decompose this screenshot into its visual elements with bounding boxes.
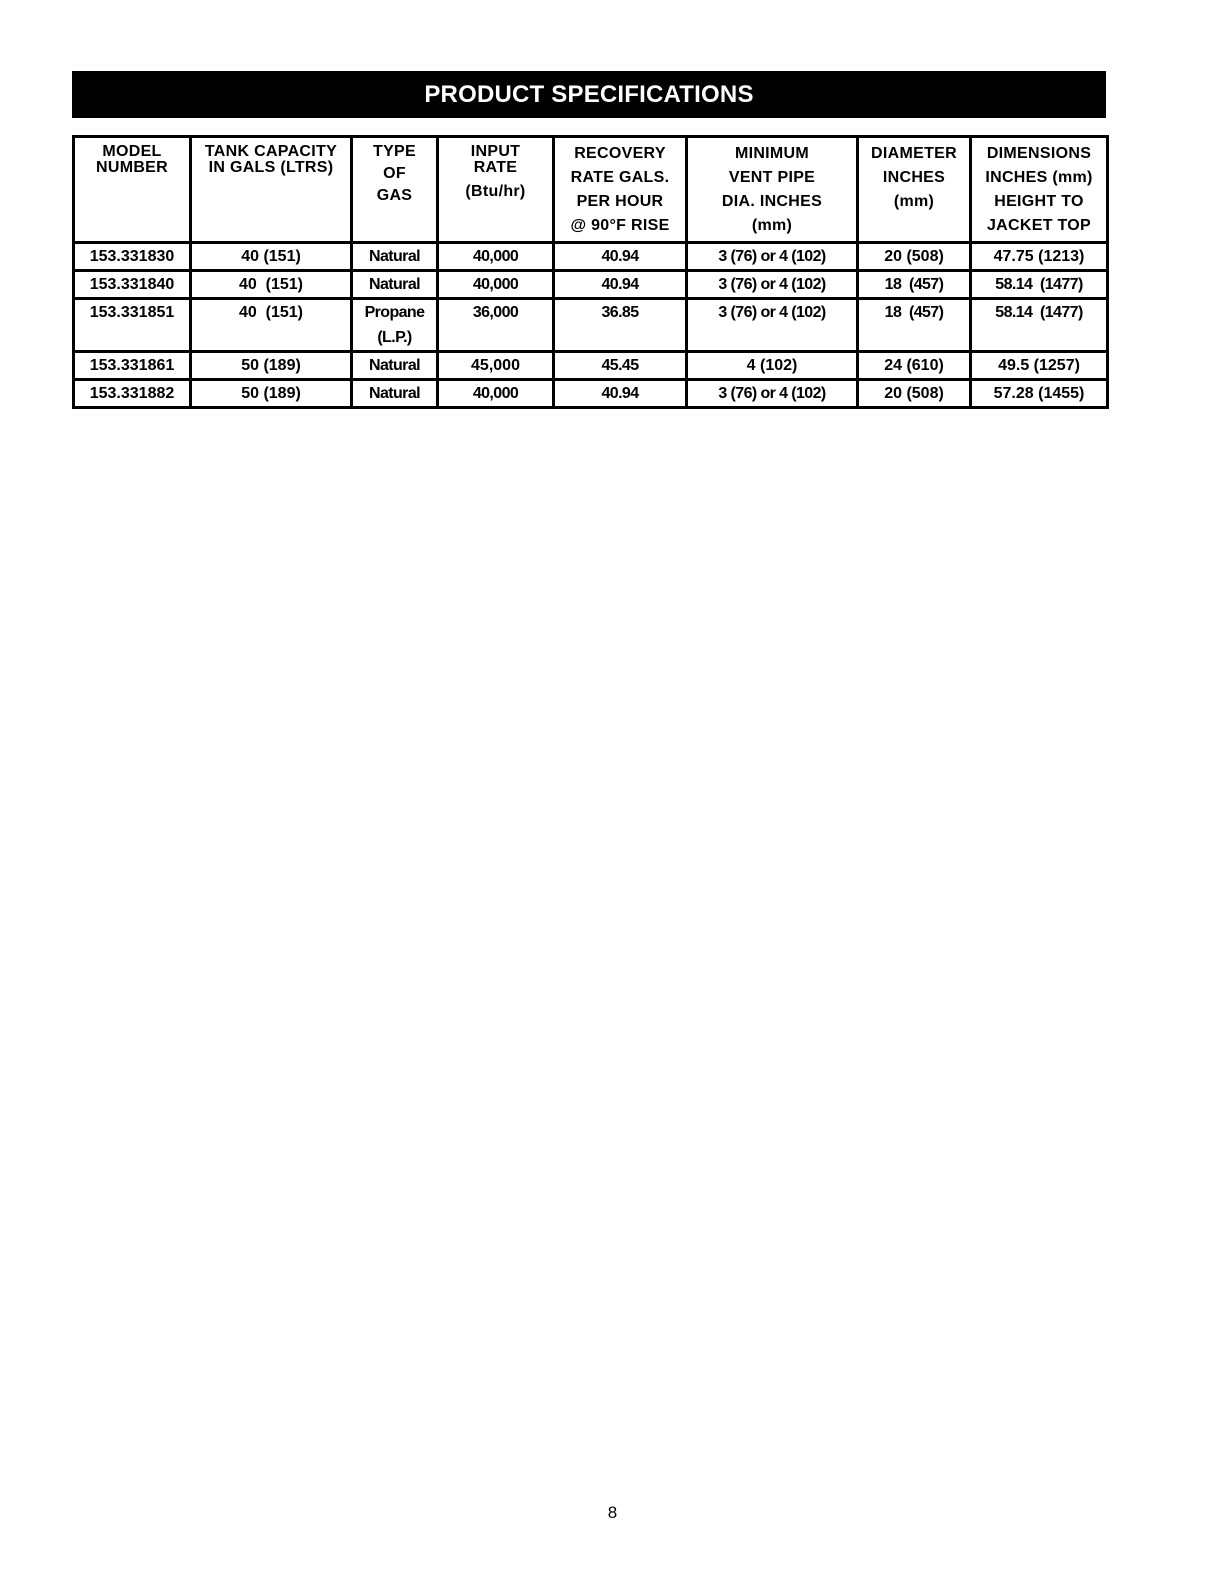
header-dimensions	[971, 137, 1108, 243]
header-line: TANK CAPACITY	[204, 143, 338, 160]
cell-dimensions: 57.28 (1455)	[971, 380, 1108, 408]
cell-model-number: 153.331851	[74, 299, 191, 352]
cell-vent-pipe: 3 (76) or 4 (102)	[687, 380, 858, 408]
table-row	[74, 243, 1108, 271]
cell-diameter: 18 (457)	[858, 299, 971, 352]
cell-dimensions: 58.14 (1477)	[971, 271, 1108, 299]
cell-vent-pipe: 4 (102)	[687, 352, 858, 380]
cell-vent-pipe: 3 (76) or 4 (102)	[687, 271, 858, 299]
table-row	[74, 271, 1108, 299]
header-line: MINIMUM	[734, 145, 810, 162]
cell-recovery-rate: 40.94	[554, 271, 687, 299]
header-line: DIA. INCHES	[721, 193, 823, 210]
cell-tank-capacity: 40 (151)	[191, 299, 352, 352]
cell-gas-type: Natural	[352, 352, 438, 380]
header-line: DIMENSIONS	[986, 145, 1092, 162]
table-header-row	[74, 137, 1108, 243]
cell-tank-capacity: 50 (189)	[191, 352, 352, 380]
cell-input-rate: 40,000	[438, 380, 554, 408]
page-title: PRODUCT SPECIFICATIONS	[72, 71, 1106, 118]
cell-dimensions: 49.5 (1257)	[971, 352, 1108, 380]
header-line: OF	[383, 165, 406, 182]
header-minimum-vent-pipe	[687, 137, 858, 243]
product-specifications-table	[72, 135, 1109, 409]
header-line: VENT PIPE	[728, 169, 816, 186]
cell-tank-capacity: 50 (189)	[191, 380, 352, 408]
header-type-of-gas	[352, 137, 438, 243]
header-line: MODEL	[102, 143, 162, 160]
cell-input-rate: 40,000	[438, 271, 554, 299]
header-line: (mm)	[893, 193, 935, 210]
cell-diameter: 20 (508)	[858, 380, 971, 408]
header-line: RATE	[473, 159, 518, 176]
header-line: TYPE	[373, 143, 416, 160]
header-recovery-rate	[554, 137, 687, 243]
cell-dimensions: 58.14 (1477)	[971, 299, 1108, 352]
cell-gas-type: Natural	[352, 243, 438, 271]
header-tank-capacity	[191, 137, 352, 243]
cell-model-number: 153.331830	[74, 243, 191, 271]
cell-gas-type	[352, 299, 438, 352]
cell-vent-pipe: 3 (76) or 4 (102)	[687, 299, 858, 352]
header-model-number	[74, 137, 191, 243]
cell-model-number: 153.331861	[74, 352, 191, 380]
header-line: (mm)	[751, 217, 793, 234]
header-line: IN GALS (LTRS)	[208, 159, 334, 176]
header-input-rate	[438, 137, 554, 243]
header-line: INCHES (mm)	[985, 169, 1093, 186]
header-line: (Btu/hr)	[465, 183, 526, 200]
cell-vent-pipe: 3 (76) or 4 (102)	[687, 243, 858, 271]
cell-dimensions: 47.75 (1213)	[971, 243, 1108, 271]
cell-gas-type: Natural	[352, 380, 438, 408]
header-line: PER HOUR	[576, 193, 664, 210]
cell-recovery-rate: 40.94	[554, 243, 687, 271]
header-line: INCHES	[882, 169, 946, 186]
header-line: NUMBER	[95, 159, 169, 176]
cell-recovery-rate: 40.94	[554, 380, 687, 408]
header-line: RATE GALS.	[570, 169, 670, 186]
cell-recovery-rate: 36.85	[554, 299, 687, 352]
cell-model-number: 153.331882	[74, 380, 191, 408]
table-row	[74, 380, 1108, 408]
cell-input-rate: 45,000	[438, 352, 554, 380]
page-number: 8	[607, 1503, 618, 1522]
cell-gas-type: Natural	[352, 271, 438, 299]
cell-diameter: 24 (610)	[858, 352, 971, 380]
header-diameter	[858, 137, 971, 243]
cell-tank-capacity: 40 (151)	[191, 271, 352, 299]
header-line: GAS	[376, 187, 413, 204]
header-line: @ 90°F RISE	[570, 217, 670, 234]
header-line: HEIGHT TO	[994, 193, 1084, 210]
cell-input-rate: 40,000	[438, 243, 554, 271]
header-line: INPUT	[470, 143, 521, 160]
header-line: JACKET TOP	[986, 217, 1092, 234]
cell-tank-capacity: 40 (151)	[191, 243, 352, 271]
header-line: DIAMETER	[871, 145, 957, 162]
table-row	[74, 299, 1108, 352]
cell-recovery-rate: 45.45	[554, 352, 687, 380]
gas-type-line: Propane	[364, 304, 425, 321]
cell-model-number: 153.331840	[74, 271, 191, 299]
cell-input-rate: 36,000	[438, 299, 554, 352]
gas-type-line: (L.P.)	[377, 329, 412, 346]
table-row	[74, 352, 1108, 380]
cell-diameter: 20 (508)	[858, 243, 971, 271]
header-line: RECOVERY	[574, 145, 666, 162]
cell-diameter: 18 (457)	[858, 271, 971, 299]
